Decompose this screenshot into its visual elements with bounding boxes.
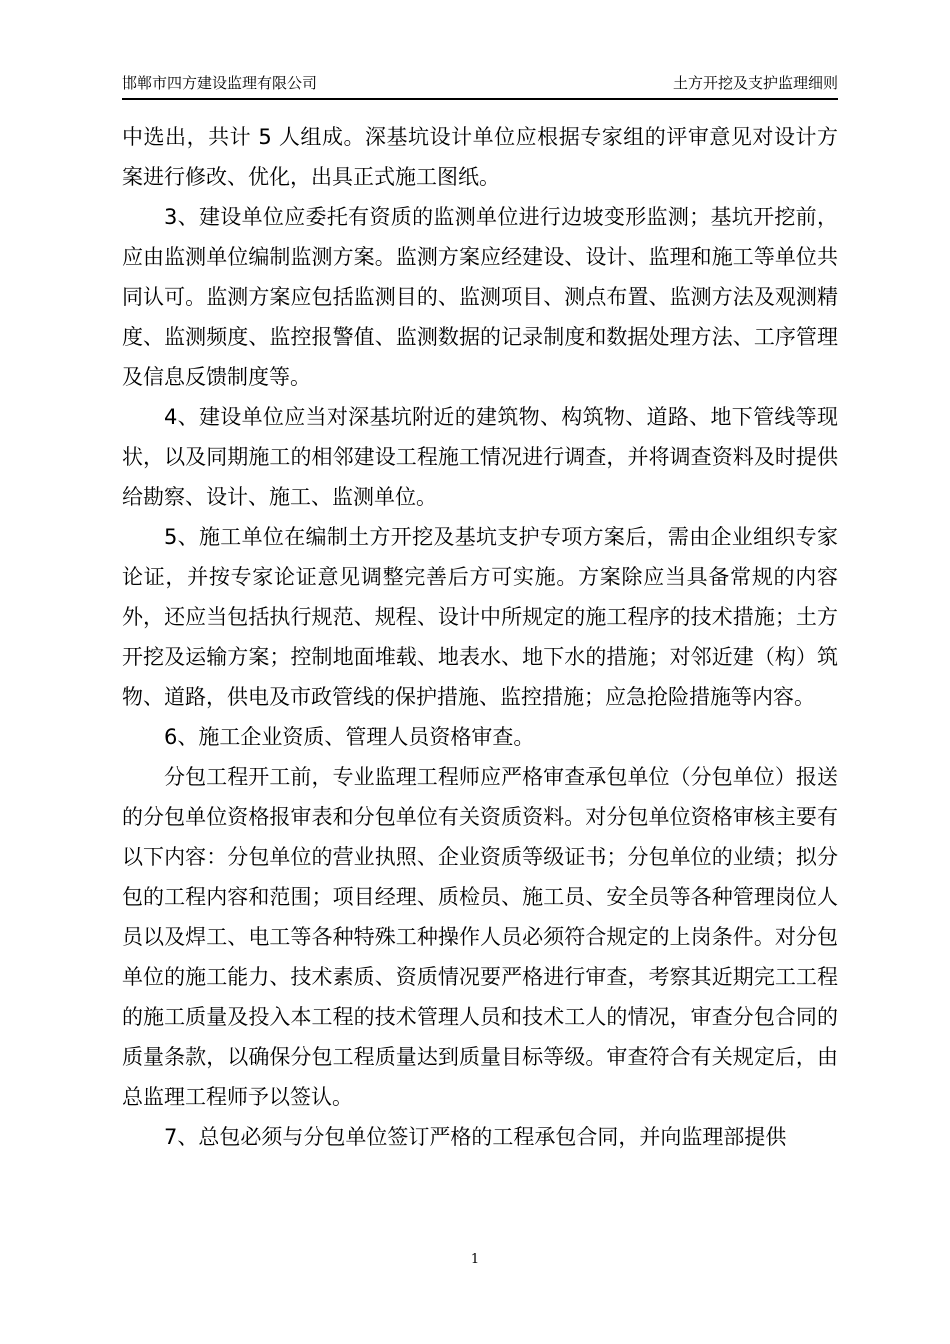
paragraph-item-6: 6、施工企业资质、管理人员资格审查。 [164,725,535,749]
paragraph-item-7: 7、总包必须与分包单位签订严格的工程承包合同，并向监理部提供 [164,1125,787,1149]
page-header [122,72,838,100]
paragraph-item-3: 3、建设单位应委托有资质的监测单位进行边坡变形监测；基坑开挖前，应由监测单位编制监测方案。监测方案应经建设、设计、监理和施工等单位共同认可。监测方案应包括监测目的、监测项目、测点布置、监测方法及观测精度、监测频度、监控报警值、监测数据的记录制度和数据处理方法、工序管理及信息反馈制度等。 [122,205,838,389]
paragraph-subcontract-review: 分包工程开工前，专业监理工程师应严格审查承包单位（分包单位）报送的分包单位资格报审表和分包单位有关资质资料。对分包单位资格审核主要有以下内容：分包单位的营业执照、企业资质等级证书；分包单位的业绩；拟分包的工程内容和范围；项目经理、质检员、施工员、安全员等各种管理岗位人员以及焊工、电工等各种特殊工种操作人员必须符合规定的上岗条件。对分包单位的施工能力、技术素质、资质情况要严格进行审查，考察其近期完工工程的施工质量及投入本工程的技术管理人员和技术工人的情况，审查分包合同的质量条款，以确保分包工程质量达到质量目标等级。审查符合有关规定后，由总监理工程师予以签认。 [122,765,838,1109]
page-number: 1 [470,1252,480,1267]
document-body [122,117,838,1157]
header-company-name: 邯郸市四方建设监理有限公司 [122,74,318,92]
paragraph-item-5: 5、施工单位在编制土方开挖及基坑支护专项方案后，需由企业组织专家论证，并按专家论证意见调整完善后方可实施。方案除应当具备常规的内容外，还应当包括执行规范、规程、设计中所规定的施工程序的技术措施；土方开挖及运输方案；控制地面堆载、地表水、地下水的措施；对邻近建（构）筑物、道路，供电及市政管线的保护措施、监控措施；应急抢险措施等内容。 [122,525,838,709]
header-document-title: 土方开挖及支护监理细则 [672,74,838,92]
paragraph-item-4: 4、建设单位应当对深基坑附近的建筑物、构筑物、道路、地下管线等现状，以及同期施工的相邻建设工程施工情况进行调查，并将调查资料及时提供给勘察、设计、施工、监测单位。 [122,405,838,509]
header-divider [122,98,838,100]
paragraph-continuation: 中选出，共计 5 人组成。深基坑设计单位应根据专家组的评审意见对设计方案进行修改、优化，出具正式施工图纸。 [122,125,838,189]
